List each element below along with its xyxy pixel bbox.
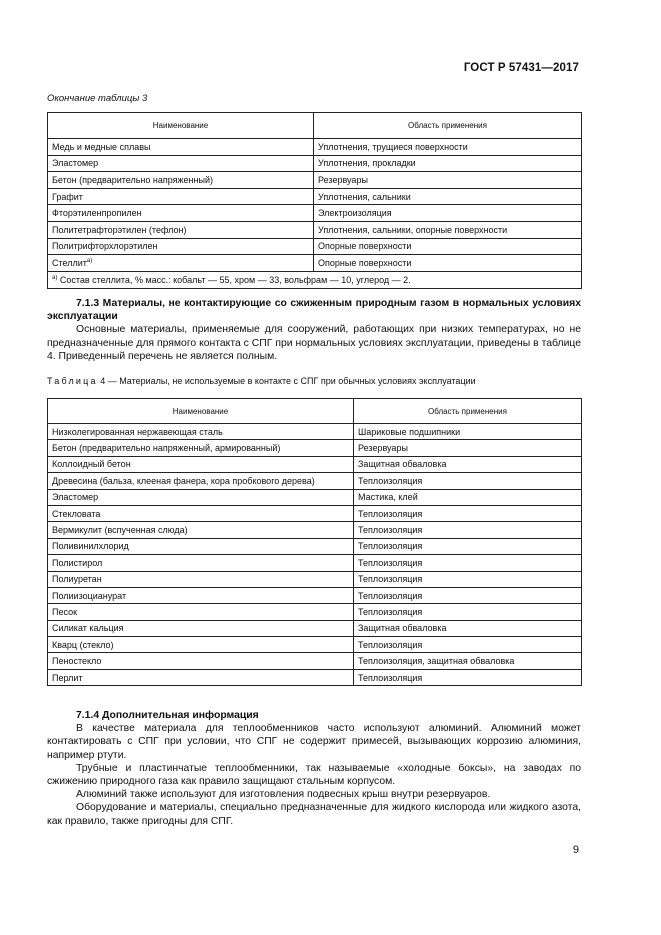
table4-caption-text: 4 — Материалы, не используемые в контакте с СПГ при обычных условиях эксплуатации [97, 376, 476, 386]
table-row [48, 238, 582, 255]
table-row [48, 555, 582, 571]
table-row [48, 489, 582, 505]
table-footnote-row [48, 271, 582, 288]
table-row [48, 653, 582, 669]
table-row [48, 440, 582, 456]
material-use: Теплоизоляция [354, 571, 582, 587]
material-name: Перлит [48, 669, 354, 685]
material-name: Эластомер [48, 489, 354, 505]
material-name: Полиуретан [48, 571, 354, 587]
material-name: Полиизоцианурат [48, 587, 354, 603]
table-row [48, 669, 582, 685]
section-7-1-4 [47, 709, 581, 828]
paragraph: Трубные и пластинчатые теплообменники, так называемые «холодные боксы», на заводах по сжижению природного газа как правило защищают стальным корпусом. [47, 762, 581, 788]
material-use: Теплоизоляция [354, 522, 582, 538]
table4-caption [47, 376, 476, 386]
material-name: Кварц (стекло) [48, 637, 354, 653]
material-use: Теплоизоляция [354, 587, 582, 603]
paragraph: Алюминий также используют для изготовления подвесных крыш внутри резервуаров. [76, 789, 491, 801]
material-name: Стекловата [48, 505, 354, 521]
material-use: Теплоизоляция, защитная обваловка [354, 653, 582, 669]
material-use: Электроизоляция [314, 205, 582, 222]
material-use: Уплотнения, трущиеся поверхности [314, 139, 582, 156]
material-use: Защитная обваловка [354, 620, 582, 636]
footnote-marker: а) [86, 257, 93, 264]
table-row [48, 424, 582, 440]
table-row [48, 205, 582, 222]
material-use: Теплоизоляция [354, 604, 582, 620]
table-row [48, 587, 582, 603]
material-name: Древесина (бальза, клееная фанера, кора пробкового дерева) [48, 473, 354, 489]
table3-footnote [48, 271, 582, 288]
table-4 [47, 398, 582, 686]
table-row [48, 155, 582, 172]
section-7-1-3 [47, 297, 581, 363]
material-name: Медь и медные сплавы [48, 139, 314, 156]
table3-caption: Окончание таблицы 3 [47, 93, 148, 104]
material-name: Графит [48, 188, 314, 205]
table-row [48, 473, 582, 489]
material-name [48, 255, 314, 272]
table-row [48, 620, 582, 636]
table-row [48, 456, 582, 472]
material-use: Теплоизоляция [354, 637, 582, 653]
material-name: Политетрафторэтилен (тефлон) [48, 221, 314, 238]
footnote-marker: а) [52, 274, 58, 281]
material-name: Песок [48, 604, 354, 620]
table-row [48, 571, 582, 587]
material-name: Бетон (предварительно напряженный, армированный) [48, 440, 354, 456]
table4-col-use-header: Область применения [354, 399, 582, 424]
material-use: Теплоизоляция [354, 473, 582, 489]
material-use: Защитная обваловка [354, 456, 582, 472]
section-heading: 7.1.3 Материалы, не контактирующие со сжиженным природным газом в нормальных условиях эксплуатации [47, 298, 581, 323]
table-row [48, 522, 582, 538]
table4-caption-label: Таблица [47, 376, 98, 386]
table-row [48, 139, 582, 156]
table-row [48, 172, 582, 189]
material-use: Мастика, клей [354, 489, 582, 505]
paragraph: В качестве материала для теплообменников часто используют алюминий. Алюминий может контактировать с СПГ при условии, что СПГ не содержит примесей, вызывающих коррозию алюминия, например ртути. [47, 723, 581, 761]
paragraph: Основные материалы, применяемые для сооружений, работающих при низких температурах, но не предназначенные для прямого контакта с СПГ при нормальных условиях эксплуатации, приведены в таблице 4. Приведенный перечень не является полным. [47, 324, 581, 362]
material-name: Низколегированная нержавеющая сталь [48, 424, 354, 440]
material-use: Уплотнения, сальники, опорные поверхности [314, 221, 582, 238]
material-use: Теплоизоляция [354, 538, 582, 554]
table-row [48, 188, 582, 205]
material-use: Резервуары [354, 440, 582, 456]
page-number: 9 [572, 844, 579, 856]
paragraph: Оборудование и материалы, специально предназначенные для жидкого кислорода или жидкого азота, как правило, также пригодны для СПГ. [47, 802, 581, 827]
material-use: Теплоизоляция [354, 669, 582, 685]
table-row [48, 255, 582, 272]
table-row [48, 604, 582, 620]
material-use: Резервуары [314, 172, 582, 189]
table3-col-name-header: Наименование [48, 113, 314, 139]
material-use: Опорные поверхности [314, 238, 582, 255]
table3-col-use-header: Область применения [314, 113, 582, 139]
material-name: Фторэтиленпропилен [48, 205, 314, 222]
material-use: Теплоизоляция [354, 555, 582, 571]
table-row [48, 505, 582, 521]
material-name: Пеностекло [48, 653, 354, 669]
material-use: Шариковые подшипники [354, 424, 582, 440]
table-row [48, 538, 582, 554]
material-use: Опорные поверхности [314, 255, 582, 272]
footnote-text: Состав стеллита, % масс.: кобальт — 55, хром — 33, вольфрам — 10, углерод — 2. [57, 274, 411, 285]
document-id: ГОСТ Р 57431—2017 [463, 62, 579, 74]
material-use: Теплоизоляция [354, 505, 582, 521]
table-3 [47, 112, 582, 289]
material-use: Уплотнения, сальники [314, 188, 582, 205]
section-heading: 7.1.4 Дополнительная информация [76, 710, 259, 721]
table-row [48, 637, 582, 653]
material-name: Бетон (предварительно напряженный) [48, 172, 314, 189]
table4-col-name-header: Наименование [48, 399, 354, 424]
material-name: Поливинилхлорид [48, 538, 354, 554]
material-name: Коллоидный бетон [48, 456, 354, 472]
material-name: Полистирол [48, 555, 354, 571]
material-use: Уплотнения, прокладки [314, 155, 582, 172]
table-row [48, 221, 582, 238]
material-name-text: Стеллит [52, 257, 87, 268]
material-name: Силикат кальция [48, 620, 354, 636]
material-name: Вермикулит (вспученная слюда) [48, 522, 354, 538]
material-name: Политрифторхлорэтилен [48, 238, 314, 255]
material-name: Эластомер [48, 155, 314, 172]
